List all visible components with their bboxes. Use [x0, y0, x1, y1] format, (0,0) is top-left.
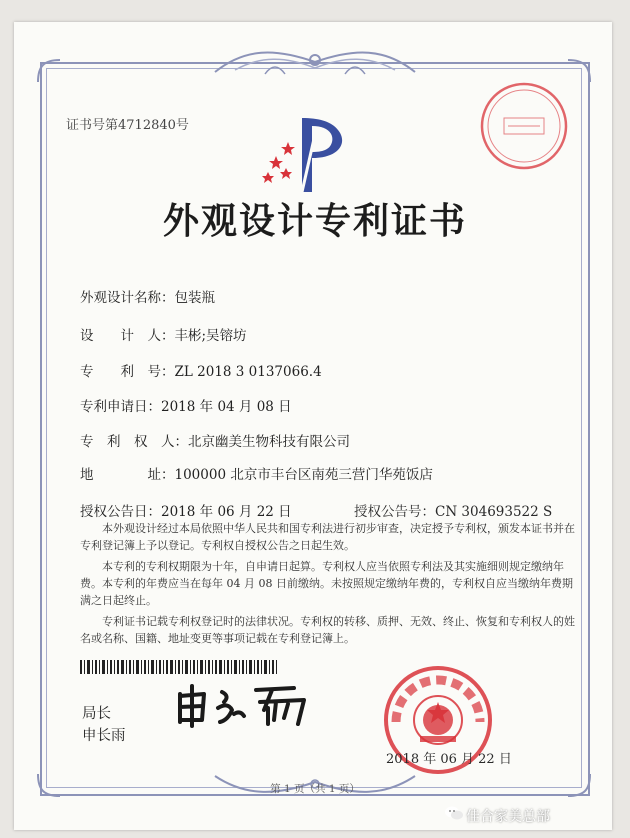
field-grant-date [80, 500, 292, 520]
certificate-title: 外观设计专利证书 [162, 200, 467, 242]
field-value: CN 304693522 S [435, 504, 553, 520]
certificate-number: 证书号第4712840号 [66, 118, 189, 133]
field-label: 授权公告号： [354, 504, 435, 520]
field-label: 地 址： [80, 467, 175, 483]
field-design-name [80, 286, 215, 306]
certificate-body-text [80, 520, 582, 651]
top-ornament-icon [205, 44, 425, 80]
handwritten-signature-icon [172, 680, 322, 730]
seal-date: 2018 年 06 月 22 日 [386, 752, 512, 767]
field-label: 授权公告日： [80, 504, 161, 520]
field-application-date [80, 395, 292, 415]
page-number: 第 1 页（共 1 页） [270, 783, 360, 795]
field-label: 外观设计名称： [80, 290, 175, 306]
account-watermark: 佳合家美总部 [466, 809, 550, 825]
field-label: 专 利 权 人： [80, 434, 188, 450]
field-value: 丰彬;吴镕坊 [174, 328, 247, 344]
field-value: 北京幽美生物科技有限公司 [188, 434, 350, 450]
wechat-icon [444, 805, 464, 821]
field-address [80, 463, 433, 483]
barcode-icon [80, 660, 280, 674]
agency-seal-stamp-icon [478, 80, 570, 172]
paragraph: 本专利的专利权期限为十年，自申请日起算。专利权人应当依照专利法及其实施细则规定缴纳年费。本专利的年费应当在每年 04 月 08 日前缴纳。未按照规定缴纳年费的，专利权自应当缴纳年费期满之日起终止。 [80, 560, 573, 607]
signer-name: 申长雨 [82, 728, 126, 744]
field-value: ZL 2018 3 0137066.4 [174, 364, 322, 380]
field-grant-number [354, 500, 552, 520]
field-value: 2018 年 06 月 22 日 [161, 504, 292, 520]
field-designer [80, 324, 247, 344]
field-label: 专 利 号： [80, 364, 175, 380]
field-patentee [80, 430, 350, 450]
corner-ornament-icon [34, 56, 64, 86]
paragraph: 专利证书记载专利权登记时的法律状况。专利权的转移、质押、无效、终止、恢复和专利权人的姓名或名称、国籍、地址变更等事项记载在专利登记簿上。 [80, 615, 575, 645]
field-value: 100000 北京市丰台区南苑三营门华苑饭店 [174, 467, 433, 483]
paragraph: 本外观设计经过本局依照中华人民共和国专利法进行初步审查，决定授予专利权，颁发本证书并在专利登记簿上予以登记。专利权自授权公告之日起生效。 [80, 522, 575, 552]
field-label: 设 计 人： [80, 328, 175, 344]
patent-office-logo-icon [262, 112, 358, 198]
field-value: 2018 年 04 月 08 日 [161, 399, 292, 415]
field-patent-number [80, 360, 322, 380]
field-label: 专利申请日： [80, 399, 161, 415]
field-value: 包装瓶 [174, 290, 215, 306]
signer-title: 局长 [82, 706, 111, 722]
